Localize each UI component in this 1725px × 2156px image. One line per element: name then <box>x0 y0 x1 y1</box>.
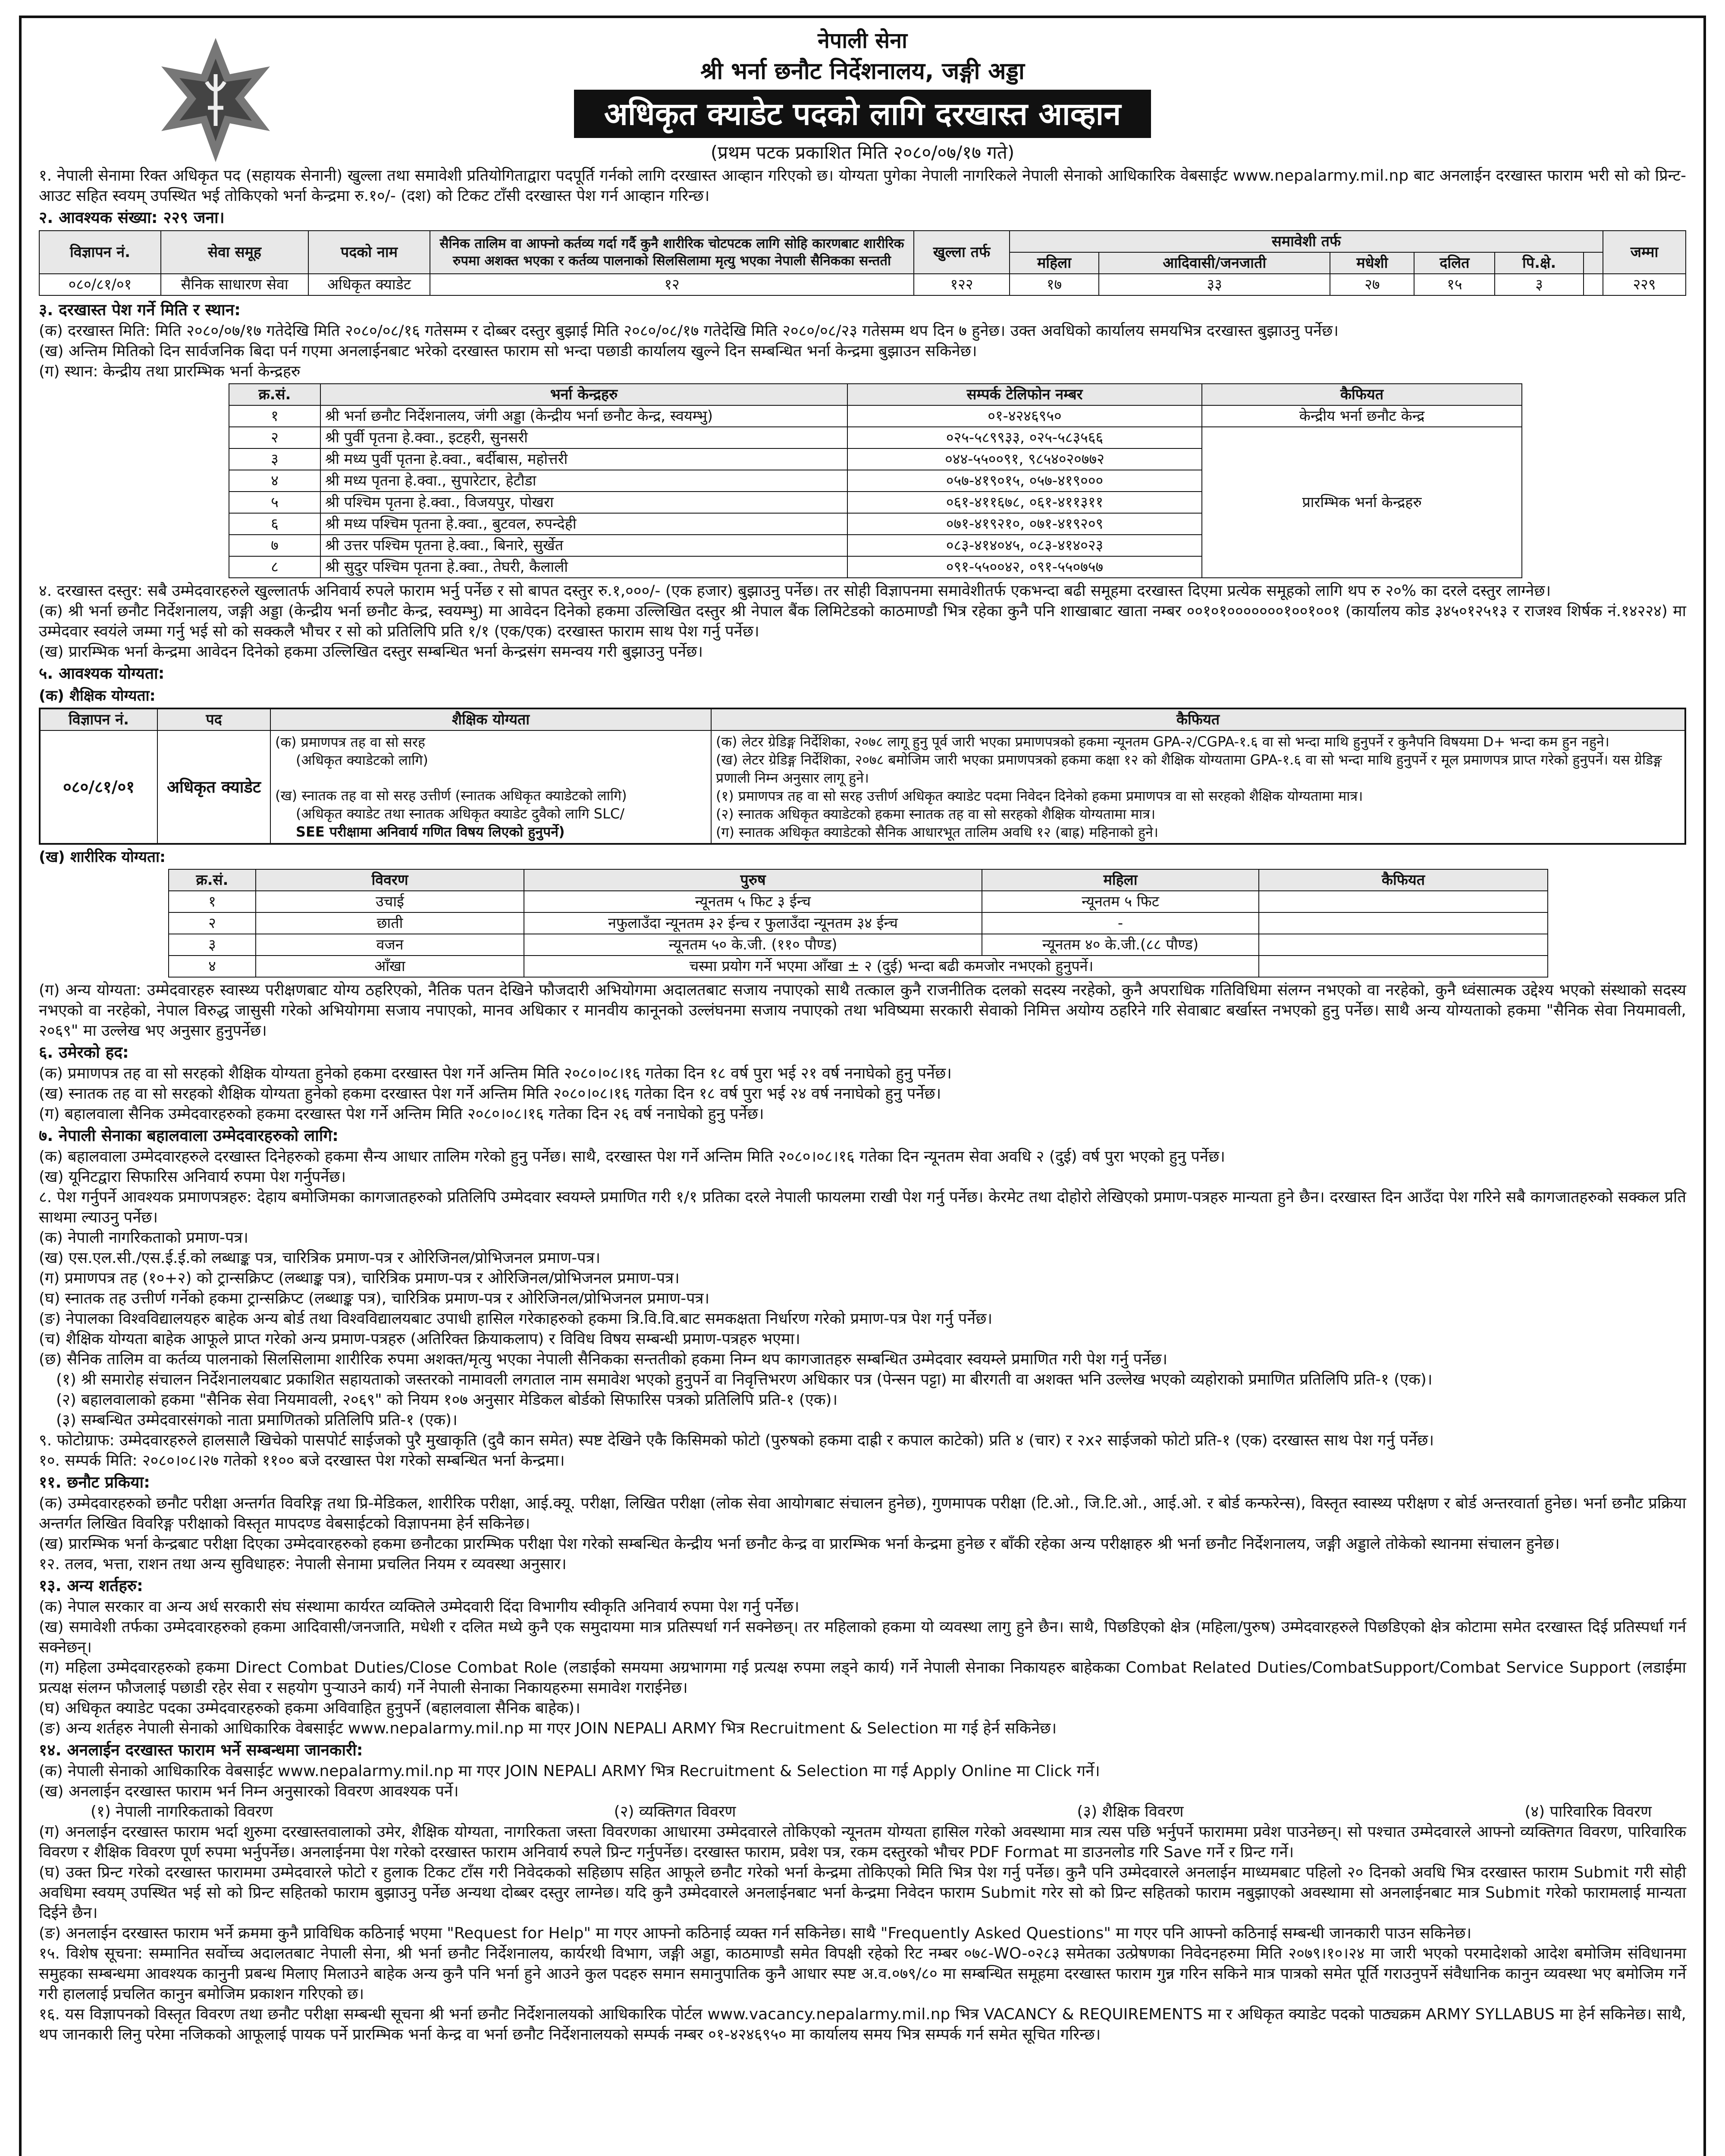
edu-2b: (अधिकृत क्याडेट तथा स्नातक अधिकृत क्याडेट दुवैको लागि SLC/ <box>296 805 625 822</box>
center-name: श्री उत्तर पश्चिम पृतना हे.क्वा., बिनारे, सुर्खेत <box>320 535 847 556</box>
rem-3: (१) प्रमाणपत्र तह वा सो सरह उत्तीर्ण अधिकृत क्याडेट पदमा निवेदन दिनेको हकमा प्रमाणपत्र वा सो सरहको शैक्षिक योग्यतामा मात्र। <box>716 788 1363 804</box>
section-8-item: (ग) प्रमाणपत्र तह (१०+२) को ट्रान्सक्रिप्ट (लब्धाङ्क पत्र), चारित्रिक प्रमाण-पत्र र ओरिजिनल/प्रोभिजनल प्रमाण-पत्र। <box>39 1269 680 1287</box>
td-backward: ३ <box>1495 274 1584 295</box>
physical-row <box>169 934 1548 956</box>
phy-male: चस्मा प्रयोग गर्ने भएमा आँखा ± २ (दुई) भन्दा बढी कमजोर नभएको हुनुपर्ने। <box>524 956 1259 977</box>
td-post: अधिकृत क्याडेट <box>308 274 430 295</box>
center-row <box>229 405 1522 427</box>
th-phone: सम्पर्क टेलिफोन नम्बर <box>847 384 1202 405</box>
td-blank <box>1584 274 1603 295</box>
phy-remark <box>1259 891 1548 912</box>
th-adv: विज्ञापन नं. <box>39 231 161 274</box>
center-sn: ३ <box>229 448 320 470</box>
notice-page <box>19 16 1706 2156</box>
phy-desc: छाती <box>256 912 524 934</box>
section-11-kha: (ख) प्रारम्भिक भर्ना केन्द्रबाट परीक्षा दिएका उम्मेदवारहरुको हकमा छनौटका प्रारम्भिक परीक्षा पेश गरेको सम्बन्धित केन्द्रीय भर्ना छनौट केन्द्र वा प्रारम्भिक भर्ना केन्द्रमा हुनेछ र बाँकी रहेका अन्य परीक्षाहरु श्री भर्ना छनौट निर्देशनालय, जङ्गी अड्डाले तोकेको स्थानमा संचालन हुनेछ। <box>39 1535 1560 1553</box>
section-7-kha: (ख) यूनिटद्वारा सिफारिस अनिवार्य रुपमा पेश गर्नुपर्नेछ। <box>39 1168 346 1186</box>
rem-1: (क) लेटर ग्रेडिङ्ग निर्देशिका, २०७८ लागू हुनु पूर्व जारी भएका प्रमाणपत्रको हकमा न्यूनतम GPA-२/CGPA-१.६ वा सो भन्दा माथि हुनुपर्ने र कुनैपनि विषयमा D+ भन्दा कम हुन नहुने। <box>716 733 1609 750</box>
center-phone: ०१-४२४६९५० <box>847 405 1202 427</box>
section-14-gha: (घ) उक्त प्रिन्ट गरेको दरखास्त फाराममा उम्मेदवारले फोटो र हुलाक टिकट टाँस गरी निवेदकको सहिछाप सहित आफूले छनौट गरेको भर्ना केन्द्रमा तोकिएको मिति भित्र पेश गर्नु पर्नेछ। कुनै पनि उम्मेदवारले अनलाईन माध्यमबाट पहिलो २० दिनको अवधि भित्र दरखास्त फाराम Submit गरी सोही अवधिमा स्वयम् उपस्थित भई सो को प्रिन्ट सहितको फाराम बुझाउनु पर्नेछ अन्यथा दोब्बर दस्तुर लाग्नेछ। यदि कुनै उम्मेदवारले अनलाईनबाट भर्ना केन्द्रमा निवेदन फाराम Submit गरेर सो को प्रिन्ट सहितको फाराम नबुझाएको अवस्थामा सो अनलाईनबाट मात्र Submit गरेको फारामलाई मान्यता दिईने छैन। <box>39 1864 1686 1922</box>
centers-table <box>229 383 1522 578</box>
center-name: श्री मध्य पुर्वी पृतना हे.क्वा., बर्दीबास, महोत्तरी <box>320 448 847 470</box>
td-women: १७ <box>1010 274 1099 295</box>
th-female: महिला <box>982 869 1259 891</box>
physical-row <box>169 912 1548 934</box>
th-remark: कैफियत <box>1259 869 1548 891</box>
section-4-kha: (ख) प्रारम्भिक भर्ना केन्द्रमा आवेदन दिनेको हकमा उल्लिखित दस्तुर सम्बन्धित भर्ना केन्द्रसंग समन्वय गरी बुझाउनु पर्नेछ। <box>39 643 703 661</box>
edu-2: (ख) स्नातक तह वा सो सरह उत्तीर्ण (स्नातक अधिकृत क्याडेटको लागि) <box>275 787 627 804</box>
notice-title: अधिकृत क्याडेट पदको लागि दरखास्त आव्हान <box>574 90 1151 138</box>
center-name: श्री भर्ना छनौट निर्देशनालय, जंगी अड्डा (केन्द्रीय भर्ना छनौट केन्द्र, स्वयम्भु) <box>320 405 847 427</box>
section-13-item: (क) नेपाल सरकार वा अन्य अर्ध सरकारी संघ संस्थामा कार्यरत व्यक्तिले उम्मेदवारी दिंदा विभागीय स्वीकृति अनिवार्य रुपमा पेश गर्नु पर्नेछ। <box>39 1598 800 1616</box>
center-sn: १ <box>229 405 320 427</box>
th-desc: विवरण <box>256 869 524 891</box>
physical-row <box>169 956 1548 977</box>
section-4-ka: (क) श्री भर्ना छनौट निर्देशनालय, जङ्गी अड्डा (केन्द्रीय भर्ना छनौट केन्द्र, स्वयम्भु) मा आवेदन दिनेको हकमा उल्लिखित दस्तुर श्री नेपाल बैंक लिमिटेडको काठमाण्डौ भित्र रहेका कुनै पनि शाखाबाट खाता नम्बर ००१०१०००००००१००१००१ (कार्यालय कोड ३४५०१२५१३ र राजश्व शिर्षक नं.१४२२४) मा उम्मेदवार स्वयंले जम्मा गर्नु भई सो को सक्कलै भौचर र सो को प्रतिलिपि प्रति १/१ (एक/एक) दरखास्त फाराम साथ पेश गर्नु पर्नेछ। <box>39 602 1686 640</box>
center-phone: ०८३-४१४०४५, ०८३-४१४०२३ <box>847 535 1202 556</box>
section-6-ka: (क) प्रमाणपत्र तह वा सो सरहको शैक्षिक योग्यता हुनेको हकमा दरखास्त पेश गर्ने अन्तिम मिति २०८०।०८।१६ गतेका दिन १८ वर्ष पुरा भई २१ वर्ष ननाघेको हुनु पर्नेछ। <box>39 1065 952 1082</box>
option-citizenship: (१) नेपाली नागरिकताको विवरण <box>91 1803 273 1821</box>
section-8-item: (क) नेपाली नागरिकताको प्रमाण-पत्र। <box>39 1229 248 1247</box>
td-edu <box>270 730 711 844</box>
phy-desc: वजन <box>256 934 524 956</box>
th-male: पुरुष <box>524 869 982 891</box>
center-phone: ०२५-५८९९३३, ०२५-५८३५६६ <box>847 427 1202 448</box>
physical-table <box>168 869 1548 978</box>
org-name: नेपाली सेना <box>818 28 907 53</box>
phy-remark <box>1259 934 1548 956</box>
phy-remark <box>1259 912 1548 934</box>
option-education: (३) शैक्षिक विवरण <box>1077 1803 1184 1821</box>
rem-2: (ख) लेटर ग्रेडिङ्ग निर्देशिका, २०७८ बमोजिम जारी भएका प्रमाणपत्रको हकमा कक्षा १२ को शैक्षिक योग्यतामा GPA-१.६ वा सो भन्दा माथि हुनुपर्ने र मूल प्रमाणपत्र प्राप्त गरेको हुनुपर्ने। यस ग्रेडिङ्ग प्रणाली निम्न अनुसार लागू हुने। <box>716 752 1662 786</box>
center-sn: ८ <box>229 556 320 578</box>
center-name: श्री मध्य पश्चिम पृतना हे.क्वा., बुटवल, रुपन्देही <box>320 513 847 535</box>
section-5-ga: (ग) अन्य योग्यता: उम्मेदवारहरु स्वास्थ्य परीक्षणबाट योग्य ठहरिएको, नैतिक पतन देखिने फौजदारी अभियोगमा अदालतबाट सजाय नपाएको साथै तत्काल कुनै राजनीतिक दलको सदस्य नरहेको, कुनै अपराधिक गतिविधिमा संलग्न नभएको वा नरहेको, कुनै ध्वंसात्मक उद्देश्य भएको संस्थाको सदस्य नभएको वा नरहेको, नेपाल विरुद्ध जासुसी गरेको अभियोगमा सजाय नपाएको, मानव अधिकार र मानवीय कानूनको उल्लंघनमा सजाय नपाएको तथा भविष्यमा सरकारी सेवाको निमित्त अयोग्य ठहरिने गरि सेवाबाट बर्खास्त नभएको हुनु पर्नेछ। साथै अन्य योग्यताको हकमा "सैनिक सेवा नियमावली, २०६९" मा उल्लेख भए अनुसार हुनुपर्नेछ। <box>39 981 1686 1040</box>
section-14-ga: (ग) अनलाईन दरखास्त फाराम भर्दा शुरुमा दरखास्तवालाको उमेर, शैक्षिक योग्यता, नागरिकता जस्ता विवरणका आधारमा उम्मेदवारले तोकिएको न्यूनतम योग्यता हासिल गरेको अवस्थामा मात्र त्यस पछि भर्नुपर्ने फाराममा प्रवेश पाउनेछन्। सो पश्चात उम्मेदवारले आफ्नो व्यक्तिगत विवरण, पारिवारिक विवरण र शैक्षिक विवरण पूर्ण रुपमा भर्नुपर्नेछ। अनलाईनमा पेश गरेको दरखास्त फाराम अनिवार्य रुपले प्रिन्ट गर्नुपर्नेछ। दरखास्त फाराम, प्रवेश पत्र, रकम दस्तुरको भौचर PDF Format मा डाउनलोड गरि Save गर्ने र प्रिन्ट गर्ने। <box>39 1823 1686 1861</box>
th-group: सेवा समूह <box>161 231 308 274</box>
td-janajati: ३३ <box>1099 274 1330 295</box>
th-sn: क्र.सं. <box>229 384 320 405</box>
phy-sn: १ <box>169 891 256 912</box>
publish-date: (प्रथम पटक प्रकाशित मिति २०८०/०७/१७ गते) <box>710 142 1015 163</box>
td-total: २२९ <box>1603 274 1686 295</box>
phy-female: न्यूनतम ५ फिट <box>982 891 1259 912</box>
section-14-title: १४. अनलाईन दरखास्त फाराम भर्ने सम्बन्धमा जानकारी: <box>39 1741 363 1759</box>
edu-2c: SEE परीक्षामा अनिवार्य गणित विषय लिएको हुनुपर्ने) <box>296 824 565 840</box>
section-3-ga: (ग) स्थान: केन्द्रीय तथा प्रारम्भिक भर्ना केन्द्रहरु <box>39 363 301 380</box>
option-family: (४) पारिवारिक विवरण <box>1524 1803 1652 1821</box>
section-15: १५. विशेष सूचना: सम्मानित सर्वोच्च अदालतबाट नेपाली सेना, श्री भर्ना छनौट निर्देशनालय, कार्यरथी विभाग, जङ्गी अड्डा, काठमाण्डौ समेत विपक्षी रहेको रिट नम्बर ०७८-WO-०२८३ समेतका उत्प्रेषणका निवेदनहरुमा मिति २०७९।१०।२४ मा जारी भएको परमादेशको आदेश बमोजिम संविधानमा समुहका सम्बन्धमा आवश्यक कानुनी प्रबन्ध मिलाए मिलाउने बाहेक अन्य कुनै पनि भर्ना हुने आउने कुल पदहरु समान समानुपातिक कुनै आधार स्पष्ट अ.व.०७९/८० मा सम्बन्धित समूहमा दरखास्त फाराम गुन्न गरिन सकिने मात्र पात्रको समेत पूर्ति गराउनुपर्ने संवैधानिक कानुन व्यवस्था भए बमोजिम गर्ने गरी हाललाई प्रचलित कानुन बमोजिम प्रकाशन गरिएको छ। <box>39 1945 1686 2003</box>
th-post: पदको नाम <box>308 231 430 274</box>
th-inclusive: समावेशी तर्फ <box>1010 231 1603 252</box>
section-14-nga: (ङ) अनलाईन दरखास्त फाराम भर्ने क्रममा कुनै प्राविधिक कठिनाई भएमा "Request for Help" मा गएर आफ्नो कठिनाई व्यक्त गर्न सकिनेछ। साथै "Frequently Asked Questions" मा गएर पनि आफ्नो कठिनाई सम्बन्धी जानकारी पाउन सकिनेछ। <box>39 1924 1472 1942</box>
center-sn: ४ <box>229 470 320 492</box>
th-madhesi: मधेशी <box>1330 252 1414 274</box>
section-10: १०. सम्पर्क मिति: २०८०।०८।२७ गतेको ११०० बजे दरखास्त पेश गरेको सम्बन्धित भर्ना केन्द्रमा। <box>39 1452 565 1470</box>
center-remark: प्रारम्भिक भर्ना केन्द्रहरु <box>1202 427 1522 578</box>
section-12: १२. तलव, भत्ता, राशन तथा अन्य सुविधाहरु: नेपाली सेनामा प्रचलित नियम र व्यवस्था अनुसार। <box>39 1555 567 1573</box>
section-4: ४. दरखास्त दस्तुर: सबै उम्मेदवारहरुले खुल्लातर्फ अनिवार्य रुपले फाराम भर्नु पर्नेछ र सो बापत दस्तुर रु.१,०००/- (एक हजार) बुझाउनु पर्नेछ। तर सोही विज्ञापनमा समावेशीतर्फ एकभन्दा बढी समूहमा दरखास्त दिएमा प्रत्येक समूहको लागि थप रु २०% का दरले दस्तुर लाग्नेछ। <box>39 582 1551 600</box>
phy-male: नफुलाउँदा न्यूनतम ३२ ईन्च र फुलाउँदा न्यूनतम ३४ ईन्च <box>524 912 982 934</box>
center-sn: ५ <box>229 492 320 513</box>
section-3-kha: (ख) अन्तिम मितिको दिन सार्वजनिक बिदा पर्न गएमा अनलाईनबाट भरेको दरखास्त फाराम सो भन्दा पछाडी कार्यालय खुल्ने दिन सम्बन्धित भर्ना केन्द्रमा बुझाउन सकिनेछ। <box>39 342 977 360</box>
phy-male: न्यूनतम ५ फिट ३ ईन्च <box>524 891 982 912</box>
td-group: सैनिक साधारण सेवा <box>161 274 308 295</box>
th-martyr: सैनिक तालिम वा आफ्नो कर्तव्य गर्दा गर्दै कुनै शारीरिक चोटपटक लागि सोहि कारणबाट शारीरिक रुपमा अशक्त भएका र कर्तव्य पालनाको सिलसिलामा मृत्यु भएका नेपाली सैनिकका सन्तती <box>430 231 914 274</box>
physical-row <box>169 891 1548 912</box>
section-13-item: (ख) समावेशी तर्फका उम्मेदवारहरुको हकमा आदिवासी/जनजाति, मधेशी र दलित मध्ये कुनै एक समुदायमा मात्र प्रतिस्पर्धा गर्न सक्नेछन्। तर महिलाको हकमा यो व्यवस्था लागु हुने छैन। साथै, पिछडिएको क्षेत्र (महिला/पुरुष) उम्मेदवारहरुले पिछडिएको क्षेत्र कोटामा समेत दरखास्त दिई प्रतिस्पर्धा गर्न सक्नेछन्। <box>39 1618 1686 1656</box>
edu-1b: (अधिकृत क्याडेटको लागि) <box>296 752 428 768</box>
phy-sn: ४ <box>169 956 256 977</box>
th-dalit: दलित <box>1414 252 1495 274</box>
vacancy-row <box>39 274 1686 295</box>
th-edu: शैक्षिक योग्यता <box>270 708 711 730</box>
directorate-name: श्री भर्ना छनौट निर्देशनालय, जङ्गी अड्डा <box>700 57 1025 85</box>
section-13-item: (घ) अधिकृत क्याडेट पदका उम्मेदवारहरुको हकमा अविवाहित हुनुपर्ने (बहालवाला सैनिक बाहेक)। <box>39 1699 580 1717</box>
vacancy-table <box>39 230 1686 296</box>
th-janajati: आदिवासी/जनजाती <box>1099 252 1330 274</box>
edu-1: (क) प्रमाणपत्र तह वा सो सरह <box>275 734 425 750</box>
section-7-title: ७. नेपाली सेनाका बहालवाला उम्मेदवारहरुको लागि: <box>39 1126 339 1145</box>
section-8-subitem: (३) सम्बन्धित उम्मेदवारसंगको नाता प्रमाणितको प्रतिलिपि प्रति-१ (एक)। <box>56 1411 458 1429</box>
section-8-item: (ख) एस.एल.सी./एस.ई.ई.को लब्धाङ्क पत्र, चारित्रिक प्रमाण-पत्र र ओरिजिनल/प्रोभिजनल प्रमाण-पत्र। <box>39 1249 601 1267</box>
td-adv: ०८०/८१/०१ <box>40 730 157 844</box>
td-post: अधिकृत क्याडेट <box>157 730 270 844</box>
section-13-title: १३. अन्य शर्तहरु: <box>39 1576 143 1595</box>
center-phone: ०५७-४१९०१५, ०५७-४१९००० <box>847 470 1202 492</box>
center-phone: ०४४-५५००९१, ९८५४०२०७७२ <box>847 448 1202 470</box>
phy-desc: आँखा <box>256 956 524 977</box>
center-sn: २ <box>229 427 320 448</box>
section-7-ka: (क) बहालवाला उम्मेदवारहरुले दरखास्त दिनेहरुको हकमा सैन्य आधार तालिम गरेको हुनु पर्नेछ। साथै, दरखास्त पेश गर्ने अन्तिम मिति २०८०।०८।१६ गतेका दिन न्यूनतम सेवा अवधि २ (दुई) वर्ष पुरा भएको हुनु पर्नेछ। <box>39 1148 1225 1166</box>
section-14-options <box>39 1802 1686 1822</box>
phy-male: न्यूनतम ५० के.जी. (११० पौण्ड) <box>524 934 982 956</box>
phy-female: - <box>982 912 1259 934</box>
option-personal: (२) व्यक्तिगत विवरण <box>614 1803 736 1821</box>
rem-5: (ग) स्नातक अधिकृत क्याडेटको सैनिक आधारभूत तालिम अवधि १२ (बाह्र) महिनाको हुने। <box>716 824 1158 840</box>
section-9: ९. फोटोग्राफ: उम्मेदवारहरुले हालसालै खिचेको पासपोर्ट साईजको पुरै मुखाकृति (दुवै कान समेत) स्पष्ट देखिने एकै किसिमको फोटो (पुरुषको हकमा दाह्री र कपाल काटेको) प्रति ४ (चार) र २x२ साईजको फोटो प्रति-१ (एक) दरखास्त साथ पेश गर्नु पर्नेछ। <box>39 1432 1434 1449</box>
th-blank <box>1584 252 1603 274</box>
center-row <box>229 427 1522 448</box>
nepal-army-emblem-icon <box>151 35 280 165</box>
center-sn: ७ <box>229 535 320 556</box>
th-total: जम्मा <box>1603 231 1686 274</box>
th-open: खुल्ला तर्फ <box>914 231 1010 274</box>
phy-desc: उचाई <box>256 891 524 912</box>
physical-title: (ख) शारीरिक योग्यता: <box>39 849 166 866</box>
phy-sn: २ <box>169 912 256 934</box>
section-5-ka-title: (क) शैक्षिक योग्यता: <box>39 687 156 705</box>
th-adv: विज्ञापन नं. <box>40 708 157 730</box>
td-adv: ०८०/८१/०१ <box>39 274 161 295</box>
phy-remark <box>1259 956 1548 977</box>
center-phone: ०६१-४११६७८, ०६१-४११३११ <box>847 492 1202 513</box>
th-sn: क्र.सं. <box>169 869 256 891</box>
section-8-item: (घ) स्नातक तह उत्तीर्ण गर्नेको हकमा ट्रान्सक्रिप्ट (लब्धाङ्क पत्र), चारित्रिक प्रमाण-पत्र र ओरिजिनल/प्रोभिजनल प्रमाण-पत्र। <box>39 1290 710 1307</box>
phy-sn: ३ <box>169 934 256 956</box>
td-dalit: १५ <box>1414 274 1495 295</box>
th-women: महिला <box>1010 252 1099 274</box>
section-13-item: (ग) महिला उम्मेदवारहरुको हकमा Direct Combat Duties/Close Combat Role (लडाईको समयमा अग्रभागमा गई प्रत्यक्ष रुपमा लड्ने कार्य) गर्ने नेपाली सेनाका निकायहरु बाहेकका Combat Related Duties/CombatSupport/Combat Service Support (लडाईमा प्रत्यक्ष संलग्न फौजलाई पछाडी रहेर सेवा र सहयोग पुऱ्याउने कार्य) गर्ने नेपाली सेनाका निकायहरुमा समावेश गराईनेछ। <box>39 1659 1686 1697</box>
center-name: श्री मध्य पृतना हे.क्वा., सुपारेटार, हेटौडा <box>320 470 847 492</box>
section-2: २. आवश्यक संख्या: २२९ जना। <box>39 208 225 227</box>
center-sn: ६ <box>229 513 320 535</box>
section-16: १६. यस विज्ञापनको विस्तृत विवरण तथा छनौट परीक्षा सम्बन्धी सूचना श्री भर्ना छनौट निर्देशनालयको आधिकारिक पोर्टल www.vacancy.nepalarmy.mil.np भित्र VACANCY & REQUIREMENTS मा र अधिकृत क्याडेट पदको पाठ्यक्रम ARMY SYLLABUS मा हेर्न सकिनेछ। साथै, थप जानकारी लिनु परेमा नजिकको आफूलाई पायक पर्ने प्रारम्भिक भर्ना केन्द्र वा भर्ना छनौट निर्देशनालयको सम्पर्क नम्बर ०१-४२४६९५० मा कार्यालय समय भित्र सम्पर्क गर्न समेत सूचित गरिन्छ। <box>39 2006 1686 2043</box>
th-remark: कैफियत <box>1202 384 1522 405</box>
td-open: १२२ <box>914 274 1010 295</box>
section-8-subitem: (२) बहालवालाको हकमा "सैनिक सेवा नियमावली, २०६९" को नियम १०७ अनुसार मेडिकल बोर्डको सिफारिस पत्रको प्रतिलिपि प्रति-१ (एक)। <box>56 1391 838 1409</box>
center-name: श्री पुर्वी पृतना हे.क्वा., इटहरी, सुनसरी <box>320 427 847 448</box>
section-5-title: ५. आवश्यक योग्यता: <box>39 664 165 683</box>
section-8-item: (छ) सैनिक तालिम वा कर्तव्य पालनाको सिलसिलामा शारीरिक रुपमा अशक्त/मृत्यु भएका नेपाली सैनिकका सन्ततीको हकमा निम्न थप कागजातहरु सम्बन्धित उम्मेदवार स्वयम्ले प्रमाणित गरी पेश गर्नु पर्नेछ। <box>39 1351 1167 1368</box>
section-13-item: (ङ) अन्य शर्तहरु नेपाली सेनाको आधिकारिक वेबसाईट www.nepalarmy.mil.np मा गएर JOIN NEPALI ARMY भित्र Recruitment & Selection मा गई हेर्न सकिनेछ। <box>39 1720 1057 1737</box>
rem-4: (२) स्नातक अधिकृत क्याडेटको हकमा स्नातक तह वा सो सरहको शैक्षिक योग्यतामा मात्र। <box>716 806 1156 822</box>
section-14-kha: (ख) अनलाईन दरखास्त फाराम भर्न निम्न अनुसारको विवरण आवश्यक पर्ने। <box>39 1783 459 1800</box>
th-remark: कैफियत <box>711 708 1685 730</box>
center-phone: ०७१-४१९२१०, ०७१-४१९२०९ <box>847 513 1202 535</box>
education-table <box>39 708 1686 845</box>
section-14-ka: (क) नेपाली सेनाको आधिकारिक वेबसाईट www.nepalarmy.mil.np मा गएर JOIN NEPALI ARMY भित्र Recruitment & Selection मा गई Apply Online मा Click गर्ने। <box>39 1762 1100 1780</box>
th-backward: पि.क्षे. <box>1495 252 1584 274</box>
section-8-subitem: (१) श्री समारोह संचालन निर्देशनालयबाट प्रकाशित सहायताको जस्तरको नामावली लगताल नाम समावेश भएको हुनुपर्ने वा निवृत्तिभरण अधिकार पत्र (पेन्सन पट्टा) मा बीरगती वा अशक्त भनि उल्लेख भएको व्यहोराको प्रमाणित प्रतिलिपि प्रति-१ (एक)। <box>56 1371 1433 1388</box>
section-6-title: ६. उमेरको हद: <box>39 1043 129 1062</box>
education-row <box>40 730 1685 844</box>
section-1: १. नेपाली सेनामा रिक्त अधिकृत पद (सहायक सेनानी) खुल्ला तथा समावेशी प्रतियोगिताद्वारा पदपूर्ति गर्नको लागि दरखास्त आव्हान गरिएको छ। योग्यता पुगेका नेपाली नागरिकले नेपाली सेनाको आधिकारिक वेबसाईट www.nepalarmy.mil.np बाट अनलाईन दरखास्त फाराम भरी सो को प्रिन्ट-आउट सहित स्वयम् उपस्थित भई तोकिएको भर्ना केन्द्रमा रु.१०/- (दश) को टिकट टाँसी दरखास्त पेश गर्न आव्हान गरिन्छ। <box>39 167 1686 205</box>
td-martyr: १२ <box>430 274 914 295</box>
phy-female: न्यूनतम ४० के.जी.(८८ पौण्ड) <box>982 934 1259 956</box>
section-3-title: ३. दरखास्त पेश गर्ने मिति र स्थान: <box>39 301 241 319</box>
center-name: श्री पश्चिम पृतना हे.क्वा., विजयपुर, पोखरा <box>320 492 847 513</box>
section-8-item: (ङ) नेपालका विश्वविद्यालयहरु बाहेक अन्य बोर्ड तथा विश्वविद्यालयबाट उपाधी हासिल गरेकाहरुको हकमा त्रि.वि.वि.बाट समकक्षता निर्धारण गरेको प्रमाण-पत्र पेश गर्नु पर्नेछ। <box>39 1310 993 1328</box>
center-phone: ०९१-५५००४२, ०९१-५५०७५७ <box>847 556 1202 578</box>
th-post: पद <box>157 708 270 730</box>
td-remark <box>711 730 1685 844</box>
notice-header <box>39 26 1686 166</box>
section-8-item: (च) शैक्षिक योग्यता बाहेक आफूले प्राप्त गरेको अन्य प्रमाण-पत्रहरु (अतिरिक्त क्रियाकलाप) र विविध विषय सम्बन्धी प्रमाण-पत्रहरु भएमा। <box>39 1330 800 1348</box>
spacer <box>275 769 706 787</box>
th-center: भर्ना केन्द्रहरु <box>320 384 847 405</box>
center-name: श्री सुदुर पश्चिम पृतना हे.क्वा., तेघरी, कैलाली <box>320 556 847 578</box>
section-6-ga: (ग) बहालवाला सैनिक उम्मेदवारहरुको हकमा दरखास्त पेश गर्ने अन्तिम मिति २०८०।०८।१६ गतेका दिन २६ वर्ष ननाघेको हुनु पर्नेछ। <box>39 1105 764 1123</box>
section-11-title: ११. छनौट प्रकिया: <box>39 1473 150 1492</box>
section-8: ८. पेश गर्नुपर्ने आवश्यक प्रमाणपत्रहरु: देहाय बमोजिमका कागजातहरुको प्रतिलिपि उम्मेदवार स्वयम्ले प्रमाणित गरी १/१ प्रतिका दरले नेपाली फायलमा राखी पेश गर्नु पर्नेछ। केरमेट तथा दोहोरो लेखिएको प्रमाण-पत्रहरु मान्यता हुने छैन। दरखास्त दिन आउँदा पेश गरिने सबै कागजातहरुको सक्कल प्रति साथमा ल्याउनु पर्नेछ। <box>39 1188 1686 1226</box>
center-remark: केन्द्रीय भर्ना छनौट केन्द्र <box>1202 405 1522 427</box>
td-madhesi: २७ <box>1330 274 1414 295</box>
section-3-ka: (क) दरखास्त मिति: मिति २०८०/०७/१७ गतेदेखि मिति २०८०/०८/१६ गतेसम्म र दोब्बर दस्तुर बुझाई मिति २०८०/०८/१७ गतेदेखि मिति २०८०/०८/२३ गतेसम्म थप दिन ७ हुनेछ। उक्त अवधिको कार्यालय समयभित्र दरखास्त बुझाउनु पर्नेछ। <box>39 322 1339 340</box>
section-11-ka: (क) उम्मेदवारहरुको छनौट परीक्षा अन्तर्गत विवरिङ्ग तथा प्रि-मेडिकल, शारीरिक परीक्षा, आई.क्यू. परीक्षा, लिखित परीक्षा (लोक सेवा आयोगबाट संचालन हुनेछ), गुणमापक परीक्षा (टि.ओ., जि.टि.ओ., आई.ओ. र बोर्ड कन्फरेन्स), विस्तृत स्वास्थ्य परीक्षण र बोर्ड अन्तरवार्ता हुनेछ। भर्ना छनौट प्रक्रिया अन्तर्गत लिखित विवरिङ्ग परीक्षाको विस्तृत मापदण्ड वेबसाईटको विज्ञापनमा हेर्न सकिनेछ। <box>39 1495 1686 1532</box>
section-6-kha: (ख) स्नातक तह वा सो सरहको शैक्षिक योग्यता हुनेको हकमा दरखास्त पेश गर्ने अन्तिम मिति २०८०।०८।१६ गतेका दिन १८ वर्ष पुरा भई २४ वर्ष ननाघेको हुनु पर्नेछ। <box>39 1085 941 1103</box>
